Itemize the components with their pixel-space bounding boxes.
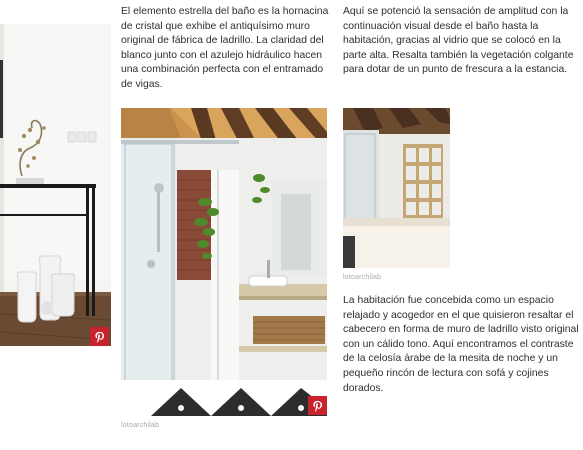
pinterest-save-button[interactable]: [90, 327, 109, 346]
pinterest-icon: [312, 400, 323, 411]
pinterest-icon: [94, 331, 105, 342]
bathroom-photo[interactable]: [121, 108, 327, 416]
console-photo[interactable]: [0, 24, 111, 346]
photo-credit: lotoarchilab: [121, 422, 160, 429]
photo-credit: lotoarchilab: [343, 274, 382, 281]
article-paragraph: Aquí se potenció la sensación de amplitud con la continuación visual desde el baño hasta la habitación, gracias al vidrio que se colocó en la parte alta. Resalta también la vegetación colgante para dotar de un punto de frescura a la estancia.: [343, 6, 574, 76]
pinterest-save-button[interactable]: [308, 396, 327, 415]
article-paragraph: El elemento estrella del baño es la hornacina de cristal que exhibe el antiquísimo muro original de fábrica de ladrillo. La claridad del blanco junto con el azulejo hidráulico hacen una combinación perfecta con el entramado de vigas.: [121, 6, 329, 90]
right-column-clip: [343, 0, 579, 450]
article-paragraph: La habitación fue concebida como un espacio relajado y acogedor en el que quisieron resaltar el cabecero en forma de muro de ladrillo visto original con un cálido tono. Aquí encontramos el contraste de la celosía árabe de la mesita de noche y un pequeño rincón de lectura con sofá y cojines dorados.: [343, 295, 579, 394]
bedroom-photo[interactable]: [343, 108, 450, 268]
